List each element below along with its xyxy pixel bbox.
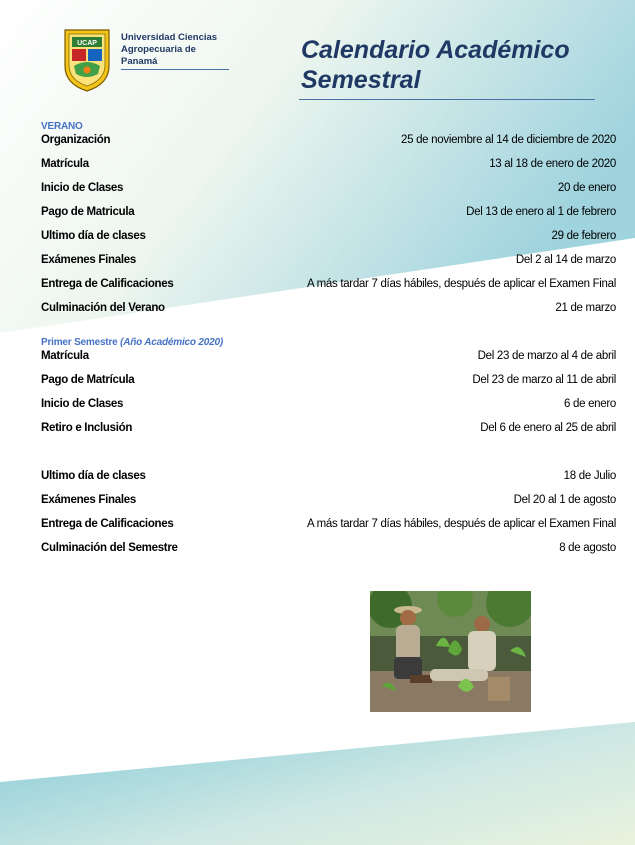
schedule-row-value: 13 al 18 de enero de 2020 bbox=[489, 158, 616, 170]
schedule-row bbox=[41, 251, 616, 269]
schedule-row-value: Del 23 de marzo al 4 de abril bbox=[477, 350, 616, 362]
schedule-row-value: Del 23 de marzo al 11 de abril bbox=[472, 374, 616, 386]
schedule-row bbox=[41, 539, 616, 557]
schedule-row-value: Del 2 al 14 de marzo bbox=[515, 254, 616, 266]
schedule-row bbox=[41, 203, 616, 221]
schedule-row-label: Exámenes Finales bbox=[41, 254, 136, 266]
section-heading-summer: VERANO bbox=[41, 121, 83, 132]
schedule-row-label: Entrega de Calificaciones bbox=[41, 278, 174, 290]
schedule-row-label: Ultimo día de clases bbox=[41, 470, 146, 482]
university-logo-block bbox=[62, 28, 232, 98]
schedule-row-value: 6 de enero bbox=[564, 398, 616, 410]
university-name-line: Agropecuaria de bbox=[121, 44, 196, 55]
schedule-row bbox=[41, 131, 616, 149]
schedule-row bbox=[41, 491, 616, 509]
schedule-row-value: Del 13 de enero al 1 de febrero bbox=[466, 206, 616, 218]
schedule-row-value: 18 de Julio bbox=[563, 470, 616, 482]
schedule-row-value: 25 de noviembre al 14 de diciembre de 2020 bbox=[401, 134, 616, 146]
page-title-line: Semestral bbox=[301, 66, 421, 94]
section-heading-main: Primer Semestre bbox=[41, 337, 118, 348]
schedule-row-label: Inicio de Clases bbox=[41, 182, 124, 194]
schedule-row bbox=[41, 179, 616, 197]
university-name bbox=[121, 32, 229, 68]
photo-illustration bbox=[370, 591, 531, 712]
logo-abbr: UCAP bbox=[77, 40, 97, 47]
schedule-row-value: 20 de enero bbox=[557, 182, 616, 194]
schedule-row bbox=[41, 371, 616, 389]
schedule-row bbox=[41, 395, 616, 413]
schedule-row bbox=[41, 347, 616, 365]
schedule-row-value: A más tardar 7 días hábiles, después de aplicar el Examen Final bbox=[306, 518, 616, 530]
schedule-row bbox=[41, 275, 616, 293]
section-heading-sub: (Año Académico 2020) bbox=[120, 337, 223, 348]
schedule-row-label: Pago de Matricula bbox=[41, 206, 135, 218]
schedule-row bbox=[41, 515, 616, 533]
title-divider bbox=[299, 99, 595, 100]
schedule-row-value: 21 de marzo bbox=[555, 302, 616, 314]
schedule-row-label: Entrega de Calificaciones bbox=[41, 518, 174, 530]
schedule-row bbox=[41, 467, 616, 485]
schedule-row bbox=[41, 155, 616, 173]
logo-divider bbox=[121, 69, 229, 70]
university-name-line: Panamá bbox=[121, 56, 158, 67]
page-title bbox=[301, 35, 601, 95]
schedule-row bbox=[41, 227, 616, 245]
schedule-row-label: Inicio de Clases bbox=[41, 398, 124, 410]
schedule-row-value: 8 de agosto bbox=[559, 542, 616, 554]
schedule-row-value: 29 de febrero bbox=[551, 230, 616, 242]
schedule-row-value: Del 6 de enero al 25 de abril bbox=[480, 422, 616, 434]
schedule-row-value: A más tardar 7 días hábiles, después de aplicar el Examen Final bbox=[306, 278, 616, 290]
schedule-row-value: Del 20 al 1 de agosto bbox=[513, 494, 616, 506]
schedule-row-label: Matrícula bbox=[41, 350, 89, 362]
schedule-row-label: Matrícula bbox=[41, 158, 89, 170]
university-name-line: Universidad Ciencias bbox=[121, 32, 218, 43]
ucap-shield-icon bbox=[62, 28, 112, 92]
schedule-row-label: Pago de Matrícula bbox=[41, 374, 135, 386]
schedule-row bbox=[41, 419, 616, 437]
schedule-row-label: Culminación del Semestre bbox=[41, 542, 178, 554]
schedule-row-label: Organización bbox=[41, 134, 111, 146]
schedule-row-label: Exámenes Finales bbox=[41, 494, 136, 506]
schedule-row bbox=[41, 299, 616, 317]
students-with-plants-photo bbox=[370, 591, 531, 712]
schedule-row-label: Ultimo día de clases bbox=[41, 230, 146, 242]
schedule-row-label: Culminación del Verano bbox=[41, 302, 165, 314]
page-title-line: Calendario Académico bbox=[301, 36, 570, 64]
schedule-row-label: Retiro e Inclusión bbox=[41, 422, 133, 434]
